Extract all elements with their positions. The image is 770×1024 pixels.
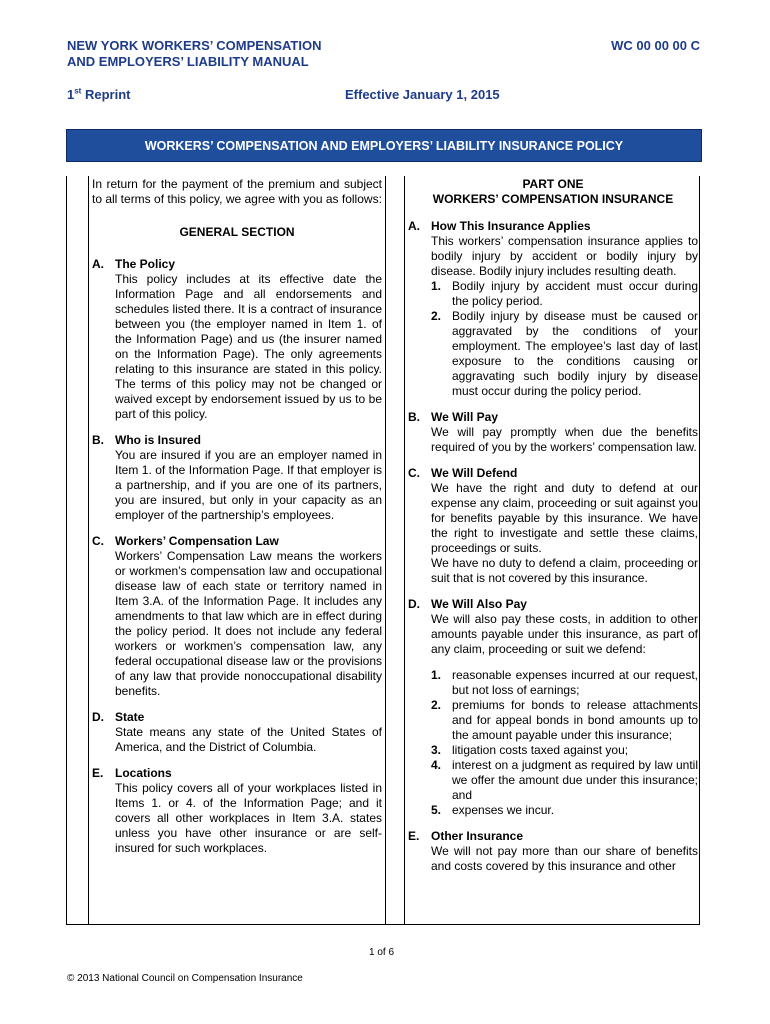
list-item (431, 743, 698, 758)
section-e-other-insurance (408, 829, 698, 874)
section-body: We will also pay these costs, in addition to other amounts payable under this insurance, as part of any claim, proceeding or suit we defend: (431, 612, 698, 656)
item-text: interest on a judgment as required by law until we offer the amount due under this insurance; and (452, 758, 698, 802)
inner-left-rule (88, 176, 89, 925)
item-number: 5. (431, 803, 442, 817)
middle-rule-left (385, 176, 386, 925)
section-title: We Will Also Pay (431, 597, 527, 611)
form-number: WC 00 00 00 C (611, 38, 700, 53)
item-number: 1. (431, 668, 442, 682)
section-body: This policy covers all of your workplaces listed in Items 1. or 4. of the Information Page; and it covers all other workplaces in Item 3.A. states unless you have other insurance or are self-insured for such workplaces. (115, 781, 382, 855)
intro-text: In return for the payment of the premium and subject to all terms of this policy, we agree with you as follows: (92, 177, 382, 206)
item-number: 4. (431, 758, 442, 772)
section-letter: D. (408, 597, 420, 611)
section-title: State (115, 710, 145, 724)
section-title: How This Insurance Applies (431, 219, 591, 233)
section-a-applies (408, 219, 698, 399)
item-number: 3. (431, 743, 442, 757)
effective-date: Effective January 1, 2015 (345, 87, 500, 102)
left-column (92, 177, 382, 856)
section-letter: C. (92, 534, 104, 548)
list-item (431, 309, 698, 399)
section-body: We will pay promptly when due the benefits required of you by the workers’ compensation law. (431, 425, 698, 454)
reprint-text: Reprint (81, 87, 131, 102)
section-title: Other Insurance (431, 829, 524, 843)
item-text: Bodily injury by accident must occur during the policy period. (452, 279, 698, 308)
page-number: 1 of 6 (369, 947, 395, 958)
section-letter: E. (92, 766, 104, 780)
copyright: © 2013 National Council on Compensation Insurance (67, 973, 303, 984)
section-e-locations (92, 766, 382, 856)
section-c-will-defend (408, 466, 698, 586)
section-body: We will not pay more than our share of benefits and costs covered by this insurance and other (431, 844, 698, 873)
section-body: Workers’ Compensation Law means the workers or workmen’s compensation law and occupational disease law of each state or territory named in Item 3.A. of the Information Page. It includes any amendments to that law which are in effect during the policy period. It does not include any federal workers or workmen’s compensation law, any federal occupational disease law or the provisions of any law that provide nonoccupational disability benefits. (115, 549, 382, 698)
section-title: We Will Defend (431, 466, 518, 480)
section-letter: E. (408, 829, 420, 843)
section-a-policy (92, 257, 382, 422)
section-body: This workers’ compensation insurance applies to bodily injury by accident or bodily injury by disease. Bodily injury includes resulting death. (431, 234, 698, 278)
part-one-heading: PART ONE (522, 177, 584, 191)
item-number: 2. (431, 698, 442, 712)
item-number: 2. (431, 309, 442, 323)
reprint-number: 1 (67, 87, 75, 102)
section-letter: B. (408, 410, 420, 424)
section-letter: D. (92, 710, 104, 724)
section-title: Workers’ Compensation Law (115, 534, 279, 548)
reprint-suffix: st (74, 86, 82, 96)
section-d-state (92, 710, 382, 755)
section-body: We have the right and duty to defend at our expense any claim, proceeding or suit against you for benefits payable by this insurance. We have the right to investigate and settle these claims, proceedings or suits. (431, 481, 698, 555)
general-section-heading: GENERAL SECTION (179, 225, 295, 239)
list-item (431, 803, 698, 818)
section-body: This policy includes at its effective date the Information Page and all endorsements and schedules listed there. It is a contract of insurance between you (the employer named in Item 1. of the Information Page) and us (the insurer named on the Information Page). The only agreements relating to this insurance are stated in this policy. The terms of this policy may not be changed or waived except by endorsement issued by us to be part of this policy. (115, 272, 382, 421)
section-b-will-pay (408, 410, 698, 455)
section-c-comp-law (92, 534, 382, 699)
part-one-title: WORKERS’ COMPENSATION INSURANCE (432, 192, 674, 206)
section-letter: C. (408, 466, 420, 480)
section-body: State means any state of the United States of America, and the District of Columbia. (115, 725, 382, 754)
item-text: expenses we incur. (452, 803, 555, 817)
section-letter: A. (408, 219, 420, 233)
section-letter: B. (92, 433, 104, 447)
manual-title-line2: AND EMPLOYERS’ LIABILITY MANUAL (67, 54, 309, 69)
reprint-label (67, 87, 130, 103)
section-title: We Will Pay (431, 410, 499, 424)
section-body: You are insured if you are an employer named in Item 1. of the Information Page. If that employer is a partnership, and if you are one of its partners, you are insured, but only in your capacity as an employer of the partnership’s employees. (115, 448, 382, 522)
list-item (431, 668, 698, 698)
section-title: Who is Insured (115, 433, 202, 447)
item-text: premiums for bonds to release attachments and for appeal bonds in bond amounts up to the amount payable under this insurance; (452, 698, 698, 742)
policy-title-banner: WORKERS’ COMPENSATION AND EMPLOYERS’ LIABILITY INSURANCE POLICY (66, 129, 702, 162)
item-number: 1. (431, 279, 442, 293)
manual-title-line1: NEW YORK WORKERS’ COMPENSATION (67, 38, 322, 53)
item-text: Bodily injury by disease must be caused or aggravated by the conditions of your employment. The employee’s last day of last exposure to the conditions causing or aggravating such bodily injury by disease must occur during the policy period. (452, 309, 698, 398)
list-item (431, 279, 698, 309)
item-text: reasonable expenses incurred at our request, but not loss of earnings; (452, 668, 698, 697)
section-body: We have no duty to defend a claim, proceeding or suit that is not covered by this insurance. (431, 556, 698, 585)
section-title: The Policy (115, 257, 176, 271)
right-column (408, 177, 698, 874)
section-d-also-pay (408, 597, 698, 818)
list-item (431, 698, 698, 743)
list-item (431, 758, 698, 803)
item-text: litigation costs taxed against you; (452, 743, 629, 757)
manual-title (67, 38, 321, 70)
section-letter: A. (92, 257, 104, 271)
section-title: Locations (115, 766, 172, 780)
section-b-who-insured (92, 433, 382, 523)
middle-rule-right (404, 176, 405, 925)
